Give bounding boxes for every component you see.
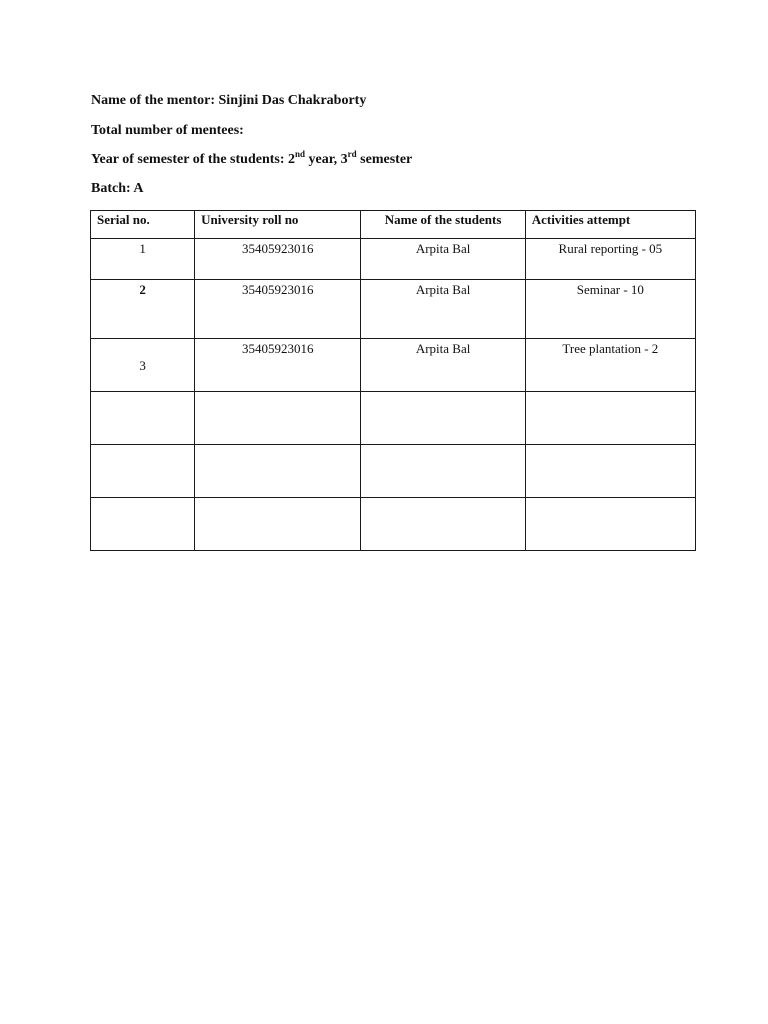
- column-header-roll: University roll no: [195, 211, 361, 239]
- cell-activity: Rural reporting - 05: [525, 239, 695, 280]
- empty-cell: [195, 498, 361, 551]
- year-word: year,: [308, 152, 338, 167]
- cell-activity: Seminar - 10: [525, 280, 695, 339]
- empty-cell: [361, 498, 525, 551]
- empty-cell: [195, 392, 361, 445]
- empty-cell: [525, 498, 695, 551]
- table-row: [91, 280, 696, 339]
- empty-cell: [91, 498, 195, 551]
- column-header-name: Name of the students: [361, 211, 525, 239]
- column-header-serial: Serial no.: [91, 211, 195, 239]
- cell-roll: 35405923016: [195, 239, 361, 280]
- empty-table-row: [91, 392, 696, 445]
- empty-cell: [195, 445, 361, 498]
- cell-roll: 35405923016: [195, 280, 361, 339]
- mentor-line: [91, 93, 366, 109]
- cell-roll: 35405923016: [195, 339, 361, 392]
- batch-value: A: [133, 181, 144, 196]
- column-header-activity: Activities attempt: [525, 211, 695, 239]
- cell-serial: 1: [91, 239, 195, 280]
- empty-table-row: [91, 498, 696, 551]
- cell-serial: 2: [91, 280, 195, 339]
- cell-name: Arpita Bal: [361, 280, 525, 339]
- mentees-table: [90, 210, 696, 551]
- table-row: [91, 339, 696, 392]
- cell-name: Arpita Bal: [361, 339, 525, 392]
- cell-serial: 3: [91, 339, 195, 392]
- empty-cell: [525, 445, 695, 498]
- empty-cell: [361, 392, 525, 445]
- semester-suffix: rd: [347, 149, 357, 159]
- mentor-name: Sinjini Das Chakraborty: [218, 93, 367, 108]
- empty-table-row: [91, 445, 696, 498]
- batch-label: Batch:: [91, 181, 131, 196]
- table-header-row: [91, 211, 696, 239]
- cell-name: Arpita Bal: [361, 239, 525, 280]
- total-mentees-line: [91, 123, 244, 139]
- year-number: 2: [288, 152, 295, 167]
- empty-cell: [91, 445, 195, 498]
- cell-activity: Tree plantation - 2: [525, 339, 695, 392]
- semester-word: semester: [360, 152, 413, 167]
- empty-cell: [91, 392, 195, 445]
- year-semester-label: Year of semester of the students:: [91, 152, 285, 167]
- empty-cell: [525, 392, 695, 445]
- empty-cell: [361, 445, 525, 498]
- table-row: [91, 239, 696, 280]
- batch-line: [91, 181, 144, 197]
- total-mentees-label: Total number of mentees:: [91, 123, 244, 138]
- mentor-label: Name of the mentor:: [91, 93, 216, 108]
- semester-number: 3: [340, 152, 348, 167]
- year-semester-line: [91, 149, 413, 168]
- year-suffix: nd: [295, 149, 306, 159]
